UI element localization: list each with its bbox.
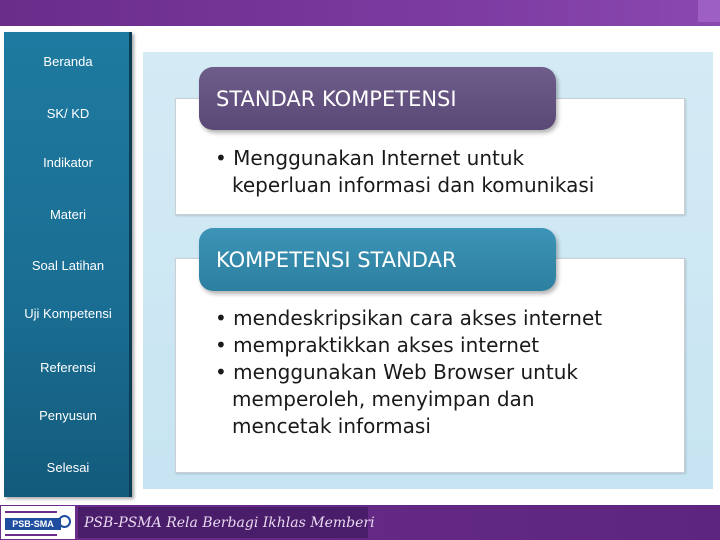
sidebar-item-soal-latihan[interactable]: Soal Latihan	[31, 257, 105, 273]
bullet-item: • mendeskripsikan cara akses internet	[215, 306, 603, 330]
bullet-item: • Menggunakan Internet untuk	[215, 146, 525, 170]
sidebar-item-uji-kompetensi[interactable]: Uji Kompetensi	[24, 305, 112, 321]
bullet-item-continuation: memperoleh, menyimpan dan	[232, 387, 535, 411]
bullet-item-continuation: mencetak informasi	[232, 414, 431, 438]
top-bar-corner	[698, 0, 720, 22]
sidebar-item-penyusun[interactable]: Penyusun	[39, 407, 97, 423]
top-bar	[0, 0, 720, 26]
footer-tagline: PSB-PSMA Rela Berbagi Ikhlas Memberi	[78, 507, 368, 538]
standar-kompetensi-heading: STANDAR KOMPETENSI	[199, 67, 556, 130]
seal-icon	[58, 515, 71, 528]
sidebar-item-selesai[interactable]: Selesai	[46, 459, 90, 475]
sidebar-item-indikator[interactable]: Indikator	[43, 154, 93, 170]
logo-line	[5, 534, 57, 536]
bullet-item-continuation: keperluan informasi dan komunikasi	[232, 173, 595, 197]
sidebar-nav	[4, 32, 132, 497]
kompetensi-standar-heading: KOMPETENSI STANDAR	[199, 228, 556, 291]
kompetensi-standar-list	[215, 305, 602, 440]
logo-text: PSB-SMA	[5, 518, 61, 530]
sidebar-item-sk-kd[interactable]: SK/ KD	[46, 105, 90, 121]
bullet-item: • menggunakan Web Browser untuk	[215, 360, 578, 384]
sidebar-item-referensi[interactable]: Referensi	[40, 359, 96, 375]
sidebar-item-beranda[interactable]: Beranda	[43, 53, 93, 69]
sidebar-item-materi[interactable]: Materi	[49, 206, 87, 222]
standar-kompetensi-list	[215, 145, 594, 199]
psb-sma-logo	[0, 505, 76, 540]
logo-line	[5, 511, 57, 513]
bullet-item: • mempraktikkan akses internet	[215, 333, 540, 357]
